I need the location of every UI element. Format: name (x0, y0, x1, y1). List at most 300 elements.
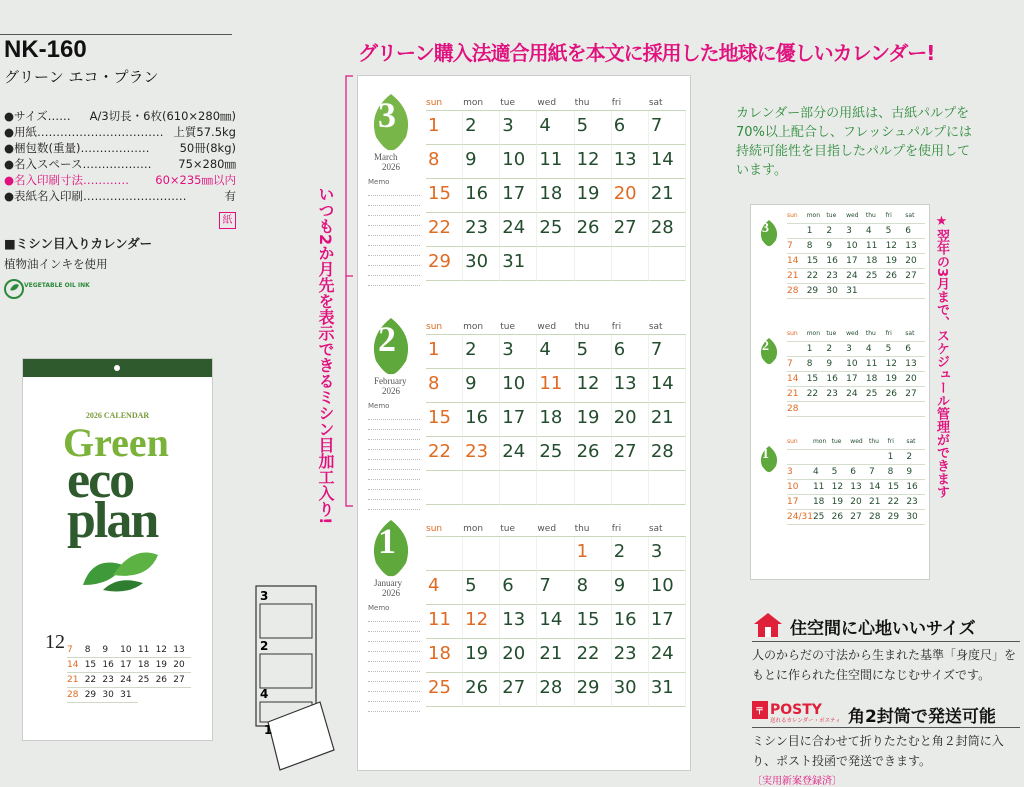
thumb-day: 10 (846, 357, 866, 372)
thumb-day: 28 (869, 510, 888, 525)
thumb-day: 1 (888, 450, 907, 465)
day-cell: 10 (500, 369, 537, 403)
day-cell (537, 537, 574, 571)
thumb-day (832, 450, 851, 465)
day-cell: 19 (575, 179, 612, 213)
posty-logo (752, 698, 844, 724)
day-cell: 22 (426, 213, 463, 247)
thumb-day: 5 (832, 465, 851, 480)
cover-day: 18 (138, 658, 156, 673)
thumb-day: 16 (826, 254, 846, 269)
thumb-day: 20 (850, 495, 869, 510)
thumb-day: 9 (826, 239, 846, 254)
day-cell: 6 (612, 335, 649, 369)
day-cell: 27 (612, 437, 649, 471)
posty-logo-subtext: 送れるカレンダー・ポスティ (770, 718, 841, 724)
day-cell: 22 (575, 639, 612, 673)
thumb-day: 23 (826, 269, 846, 284)
thumb-day: 26 (832, 510, 851, 525)
memo-line (368, 430, 420, 440)
diagram-label-1: 1 (264, 723, 273, 737)
weekday-header: thu (575, 320, 612, 335)
day-cell (426, 471, 463, 505)
size-section-body: 人のからだの寸法から生まれた基準「身度尺」をもとに作られた住空間になじむサイズです。 (752, 648, 1017, 682)
thumb-day (813, 450, 832, 465)
thumb-day: 15 (888, 480, 907, 495)
day-cell: 3 (500, 335, 537, 369)
thumb-day: 31 (846, 284, 866, 299)
day-cell: 20 (612, 403, 649, 437)
day-cell: 3 (500, 111, 537, 145)
day-cell: 13 (612, 369, 649, 403)
day-cell: 8 (426, 369, 463, 403)
day-cell: 15 (575, 605, 612, 639)
day-cell (537, 247, 574, 281)
day-cell: 6 (500, 571, 537, 605)
thumb-day: 26 (886, 387, 906, 402)
thumb-day: 17 (787, 495, 813, 510)
day-cell: 12 (575, 369, 612, 403)
thumb-day: 1 (807, 342, 827, 357)
day-cell: 25 (426, 673, 463, 707)
cover-day: 28 (67, 688, 85, 703)
thumb-weekday: tue (826, 209, 846, 224)
day-cell: 30 (463, 247, 500, 281)
patent-note: 〔実用新案登録済〕 (752, 776, 842, 787)
cover-day: 19 (156, 658, 174, 673)
day-cell: 8 (426, 145, 463, 179)
month-name: March (374, 152, 398, 162)
day-cell: 18 (537, 179, 574, 213)
weekday-header: wed (537, 522, 574, 537)
cover-title-green: Green (63, 420, 169, 465)
month-number: 2 (378, 319, 396, 359)
thumb-day (787, 450, 813, 465)
day-cell: 12 (463, 605, 500, 639)
thumb-day: 30 (906, 510, 925, 525)
day-cell: 12 (575, 145, 612, 179)
thumb-day: 17 (846, 372, 866, 387)
weekday-header: mon (463, 522, 500, 537)
memo-line (368, 682, 420, 692)
thumb-day: 22 (888, 495, 907, 510)
thumb-day: 6 (905, 342, 925, 357)
day-cell: 26 (463, 673, 500, 707)
thumb-leaf-icon (757, 337, 781, 365)
day-cell: 19 (463, 639, 500, 673)
day-cell: 9 (463, 369, 500, 403)
post-section-body: ミシン目に合わせて折りたたむと角２封筒に入り、ポスト投函で発送できます。 (752, 734, 1004, 768)
day-cell: 16 (463, 179, 500, 213)
day-cell: 23 (463, 213, 500, 247)
thumb-day: 8 (888, 465, 907, 480)
perforation-vertical-note: いつも2か月先を表示できるミシン目加工入り! (316, 186, 335, 525)
thumb-month-grid (787, 435, 925, 525)
thumb-day: 29 (807, 284, 827, 299)
thumb-day: 11 (866, 239, 886, 254)
thumb-day (905, 284, 925, 299)
spec-row (4, 124, 236, 140)
thumb-day: 11 (813, 480, 832, 495)
thumb-day: 14 (787, 254, 807, 269)
day-cell: 29 (575, 673, 612, 707)
house-icon (753, 612, 783, 638)
memo-label: Memo (368, 402, 390, 410)
thumb-day: 10 (846, 239, 866, 254)
day-cell: 1 (575, 537, 612, 571)
day-cell: 1 (426, 335, 463, 369)
day-cell: 15 (426, 179, 463, 213)
memo-line (368, 216, 420, 226)
thumb-day: 27 (905, 269, 925, 284)
day-cell: 17 (649, 605, 686, 639)
thumb-day: 26 (886, 269, 906, 284)
thumb-day: 19 (886, 254, 906, 269)
day-cell: 15 (426, 403, 463, 437)
month-grid (426, 320, 686, 505)
month-name: February (374, 376, 407, 386)
day-cell (575, 471, 612, 505)
day-cell: 21 (649, 179, 686, 213)
thumb-day: 8 (807, 239, 827, 254)
cover-leaves-illustration (73, 545, 163, 595)
thumb-weekday: sun (787, 435, 813, 450)
product-name: グリーン エコ・プラン (4, 68, 159, 86)
thumb-day (846, 402, 866, 417)
thumb-day: 25 (866, 387, 886, 402)
memo-line (368, 186, 420, 196)
weekday-header: fri (612, 96, 649, 111)
day-cell: 11 (426, 605, 463, 639)
thumb-weekday: sat (905, 209, 925, 224)
cover-day: 16 (102, 658, 120, 673)
thumb-month-grid (787, 209, 925, 299)
cover-day: 9 (102, 643, 120, 658)
month-block (358, 306, 690, 526)
cover-title-eco: eco (67, 452, 134, 509)
thumb-day: 11 (866, 357, 886, 372)
day-cell: 31 (500, 247, 537, 281)
paper-mark-icon: 紙 (219, 212, 236, 229)
thumb-day: 10 (787, 480, 813, 495)
month-number: 3 (378, 95, 396, 135)
thumb-day: 22 (807, 387, 827, 402)
thumb-day: 24 (846, 269, 866, 284)
thumb-day: 12 (886, 357, 906, 372)
cover-month-number: 12 (45, 631, 65, 653)
thumb-weekday: wed (846, 327, 866, 342)
cover-day: 21 (67, 673, 85, 688)
thumb-day (787, 224, 807, 239)
day-cell: 19 (575, 403, 612, 437)
cover-calendar-label: 2026 CALENDAR (85, 411, 150, 420)
day-cell: 7 (649, 111, 686, 145)
month-block (358, 508, 690, 728)
spec-label: ●梱包数(重量)……………… (4, 141, 150, 155)
thumb-day: 2 (826, 224, 846, 239)
thumb-day: 24 (846, 387, 866, 402)
thumb-day: 22 (807, 269, 827, 284)
thumb-weekday: sat (906, 435, 925, 450)
day-cell: 2 (612, 537, 649, 571)
thumb-day: 9 (826, 357, 846, 372)
day-cell: 6 (612, 111, 649, 145)
day-cell: 21 (537, 639, 574, 673)
spec-row (4, 156, 236, 172)
thumb-weekday: tue (826, 327, 846, 342)
day-cell: 18 (426, 639, 463, 673)
spec-value: 60×235㎜以内 (155, 173, 236, 187)
day-cell: 10 (500, 145, 537, 179)
memo-line (368, 612, 420, 622)
day-cell: 4 (537, 111, 574, 145)
thumb-day: 23 (906, 495, 925, 510)
cover-mini-calendar (67, 643, 191, 703)
ink-feature: 植物油インキを使用 (4, 257, 108, 271)
thumb-month-number: 1 (762, 447, 769, 462)
memo-line (368, 662, 420, 672)
thumb-weekday: thu (866, 209, 886, 224)
thumb-weekday: sun (787, 327, 807, 342)
memo-line (368, 672, 420, 682)
thumb-day: 12 (886, 239, 906, 254)
thumb-day: 21 (787, 387, 807, 402)
memo-line (368, 256, 420, 266)
thumb-day: 16 (826, 372, 846, 387)
thumb-day: 16 (906, 480, 925, 495)
cover-day: 31 (120, 688, 138, 703)
thumb-weekday: mon (813, 435, 832, 450)
day-cell: 28 (649, 437, 686, 471)
day-cell: 5 (463, 571, 500, 605)
memo-line (368, 652, 420, 662)
diagram-label-3: 3 (260, 589, 269, 603)
weekday-header: wed (537, 320, 574, 335)
calendar-thumbnail (751, 205, 929, 579)
memo-line (368, 226, 420, 236)
spec-value: 75×280㎜ (178, 157, 236, 171)
thumb-day: 4 (813, 465, 832, 480)
thumb-day (826, 402, 846, 417)
day-cell (500, 471, 537, 505)
thumb-day: 30 (826, 284, 846, 299)
day-cell: 23 (612, 639, 649, 673)
thumb-day: 17 (846, 254, 866, 269)
thumb-weekday: thu (869, 435, 888, 450)
day-cell: 1 (426, 111, 463, 145)
month-year: 2026 (382, 588, 400, 598)
memo-line (368, 490, 420, 500)
spec-value: 上質57.5kg (173, 125, 236, 139)
hanging-hole (114, 365, 120, 371)
front-cover (23, 359, 212, 740)
thumb-day (886, 284, 906, 299)
thumb-leaf-icon (757, 219, 781, 247)
cover-title-plan: plan (67, 492, 158, 549)
thumb-day: 4 (866, 342, 886, 357)
memo-area (368, 604, 420, 712)
perforation-feature: ■ミシン目入りカレンダー (4, 236, 153, 251)
memo-line (368, 450, 420, 460)
spec-label: ●用紙…………………………… (4, 125, 164, 139)
thumb-day: 19 (832, 495, 851, 510)
day-cell (612, 471, 649, 505)
thumb-day (866, 284, 886, 299)
day-cell: 5 (575, 335, 612, 369)
month-grid (426, 522, 686, 707)
thumb-weekday: fri (888, 435, 907, 450)
cover-day: 13 (173, 643, 191, 658)
thumb-weekday: thu (866, 327, 886, 342)
day-cell: 13 (612, 145, 649, 179)
cover-day: 23 (102, 673, 120, 688)
day-cell: 20 (612, 179, 649, 213)
weekday-header: tue (500, 522, 537, 537)
spec-list (4, 108, 236, 204)
day-cell (575, 247, 612, 281)
thumb-weekday: mon (807, 209, 827, 224)
memo-line (368, 236, 420, 246)
day-cell: 25 (537, 437, 574, 471)
thumb-day: 2 (826, 342, 846, 357)
thumb-day: 24/31 (787, 510, 813, 525)
day-cell (463, 471, 500, 505)
day-cell: 14 (649, 145, 686, 179)
thumb-day: 14 (869, 480, 888, 495)
thumb-day: 27 (905, 387, 925, 402)
posty-logo-text: POSTY (770, 702, 822, 718)
day-cell (649, 247, 686, 281)
thumb-weekday: wed (846, 209, 866, 224)
cover-day: 11 (138, 643, 156, 658)
memo-line (368, 702, 420, 712)
memo-label: Memo (368, 604, 390, 612)
thumb-weekday: sun (787, 209, 807, 224)
thumb-day: 14 (787, 372, 807, 387)
top-rule (0, 34, 232, 35)
size-section-title: 住空間に心地いいサイズ (790, 619, 976, 639)
day-cell: 7 (649, 335, 686, 369)
thumb-month-number: 3 (762, 221, 769, 236)
weekday-header: thu (575, 522, 612, 537)
cover-day: 20 (173, 658, 191, 673)
memo-line (368, 440, 420, 450)
thumb-day: 1 (807, 224, 827, 239)
thumb-leaf-icon (757, 445, 781, 473)
thumb-day: 7 (869, 465, 888, 480)
spec-row (4, 140, 236, 156)
fold-diagram (250, 584, 340, 774)
memo-line (368, 246, 420, 256)
thumb-weekday: sat (905, 327, 925, 342)
memo-line (368, 410, 420, 420)
day-cell: 2 (463, 111, 500, 145)
diagram-label-2: 2 (260, 639, 269, 653)
main-calendar (358, 76, 690, 770)
spec-value: 有 (224, 189, 236, 203)
thumb-day: 13 (905, 239, 925, 254)
thumb-day: 9 (906, 465, 925, 480)
memo-line (368, 206, 420, 216)
day-cell: 17 (500, 179, 537, 213)
thumb-day (850, 450, 869, 465)
thumb-day: 4 (866, 224, 886, 239)
spec-value: 50冊(8kg) (179, 141, 236, 155)
weekday-header: fri (612, 320, 649, 335)
day-cell: 11 (537, 145, 574, 179)
cover-day: 29 (85, 688, 103, 703)
weekday-header: wed (537, 96, 574, 111)
bracket-arrow (344, 76, 354, 506)
month-year: 2026 (382, 162, 400, 172)
cover-day: 22 (85, 673, 103, 688)
memo-line (368, 266, 420, 276)
cover-day: 27 (173, 673, 191, 688)
cover-day: 10 (120, 643, 138, 658)
cover-day: 14 (67, 658, 85, 673)
thumb-day: 6 (905, 224, 925, 239)
day-cell (463, 537, 500, 571)
month-name: January (374, 578, 402, 588)
thumb-day: 25 (813, 510, 832, 525)
thumb-day: 18 (866, 254, 886, 269)
day-cell: 27 (500, 673, 537, 707)
memo-line (368, 642, 420, 652)
thumb-day: 18 (813, 495, 832, 510)
thumb-day: 21 (869, 495, 888, 510)
thumb-day: 2 (906, 450, 925, 465)
thumb-day: 15 (807, 254, 827, 269)
spec-label: ●名入印刷寸法………… (4, 173, 130, 187)
thumb-day: 28 (787, 284, 807, 299)
weekday-header: sun (426, 522, 463, 537)
day-cell (612, 247, 649, 281)
month-block (358, 82, 690, 302)
cover-day: 15 (85, 658, 103, 673)
day-cell: 13 (500, 605, 537, 639)
memo-label: Memo (368, 178, 390, 186)
spec-label: ●サイズ…… (4, 109, 71, 123)
day-cell: 8 (575, 571, 612, 605)
thumb-day (886, 402, 906, 417)
thumb-day: 8 (807, 357, 827, 372)
vegetable-oil-ink-logo (4, 276, 90, 302)
day-cell: 5 (575, 111, 612, 145)
thumb-day: 13 (905, 357, 925, 372)
thumb-day: 12 (832, 480, 851, 495)
thumb-day (866, 402, 886, 417)
thumb-day: 13 (850, 480, 869, 495)
post-section-rule (752, 727, 1020, 728)
day-cell: 21 (649, 403, 686, 437)
memo-area (368, 178, 420, 286)
day-cell: 2 (463, 335, 500, 369)
month-number: 1 (378, 521, 396, 561)
cover-day: 26 (156, 673, 174, 688)
headline: グリーン購入法適合用紙を本文に採用した地球に優しいカレンダー! (358, 41, 935, 65)
thumb-day: 18 (866, 372, 886, 387)
thumb-day: 3 (846, 224, 866, 239)
month-grid (426, 96, 686, 281)
spec-value: A/3切長・6枚(610×280㎜) (89, 109, 236, 123)
day-cell: 28 (649, 213, 686, 247)
spec-row (4, 108, 236, 124)
thumb-weekday: tue (832, 435, 851, 450)
memo-line (368, 470, 420, 480)
thumb-day: 3 (787, 465, 813, 480)
day-cell: 26 (575, 213, 612, 247)
day-cell: 9 (463, 145, 500, 179)
